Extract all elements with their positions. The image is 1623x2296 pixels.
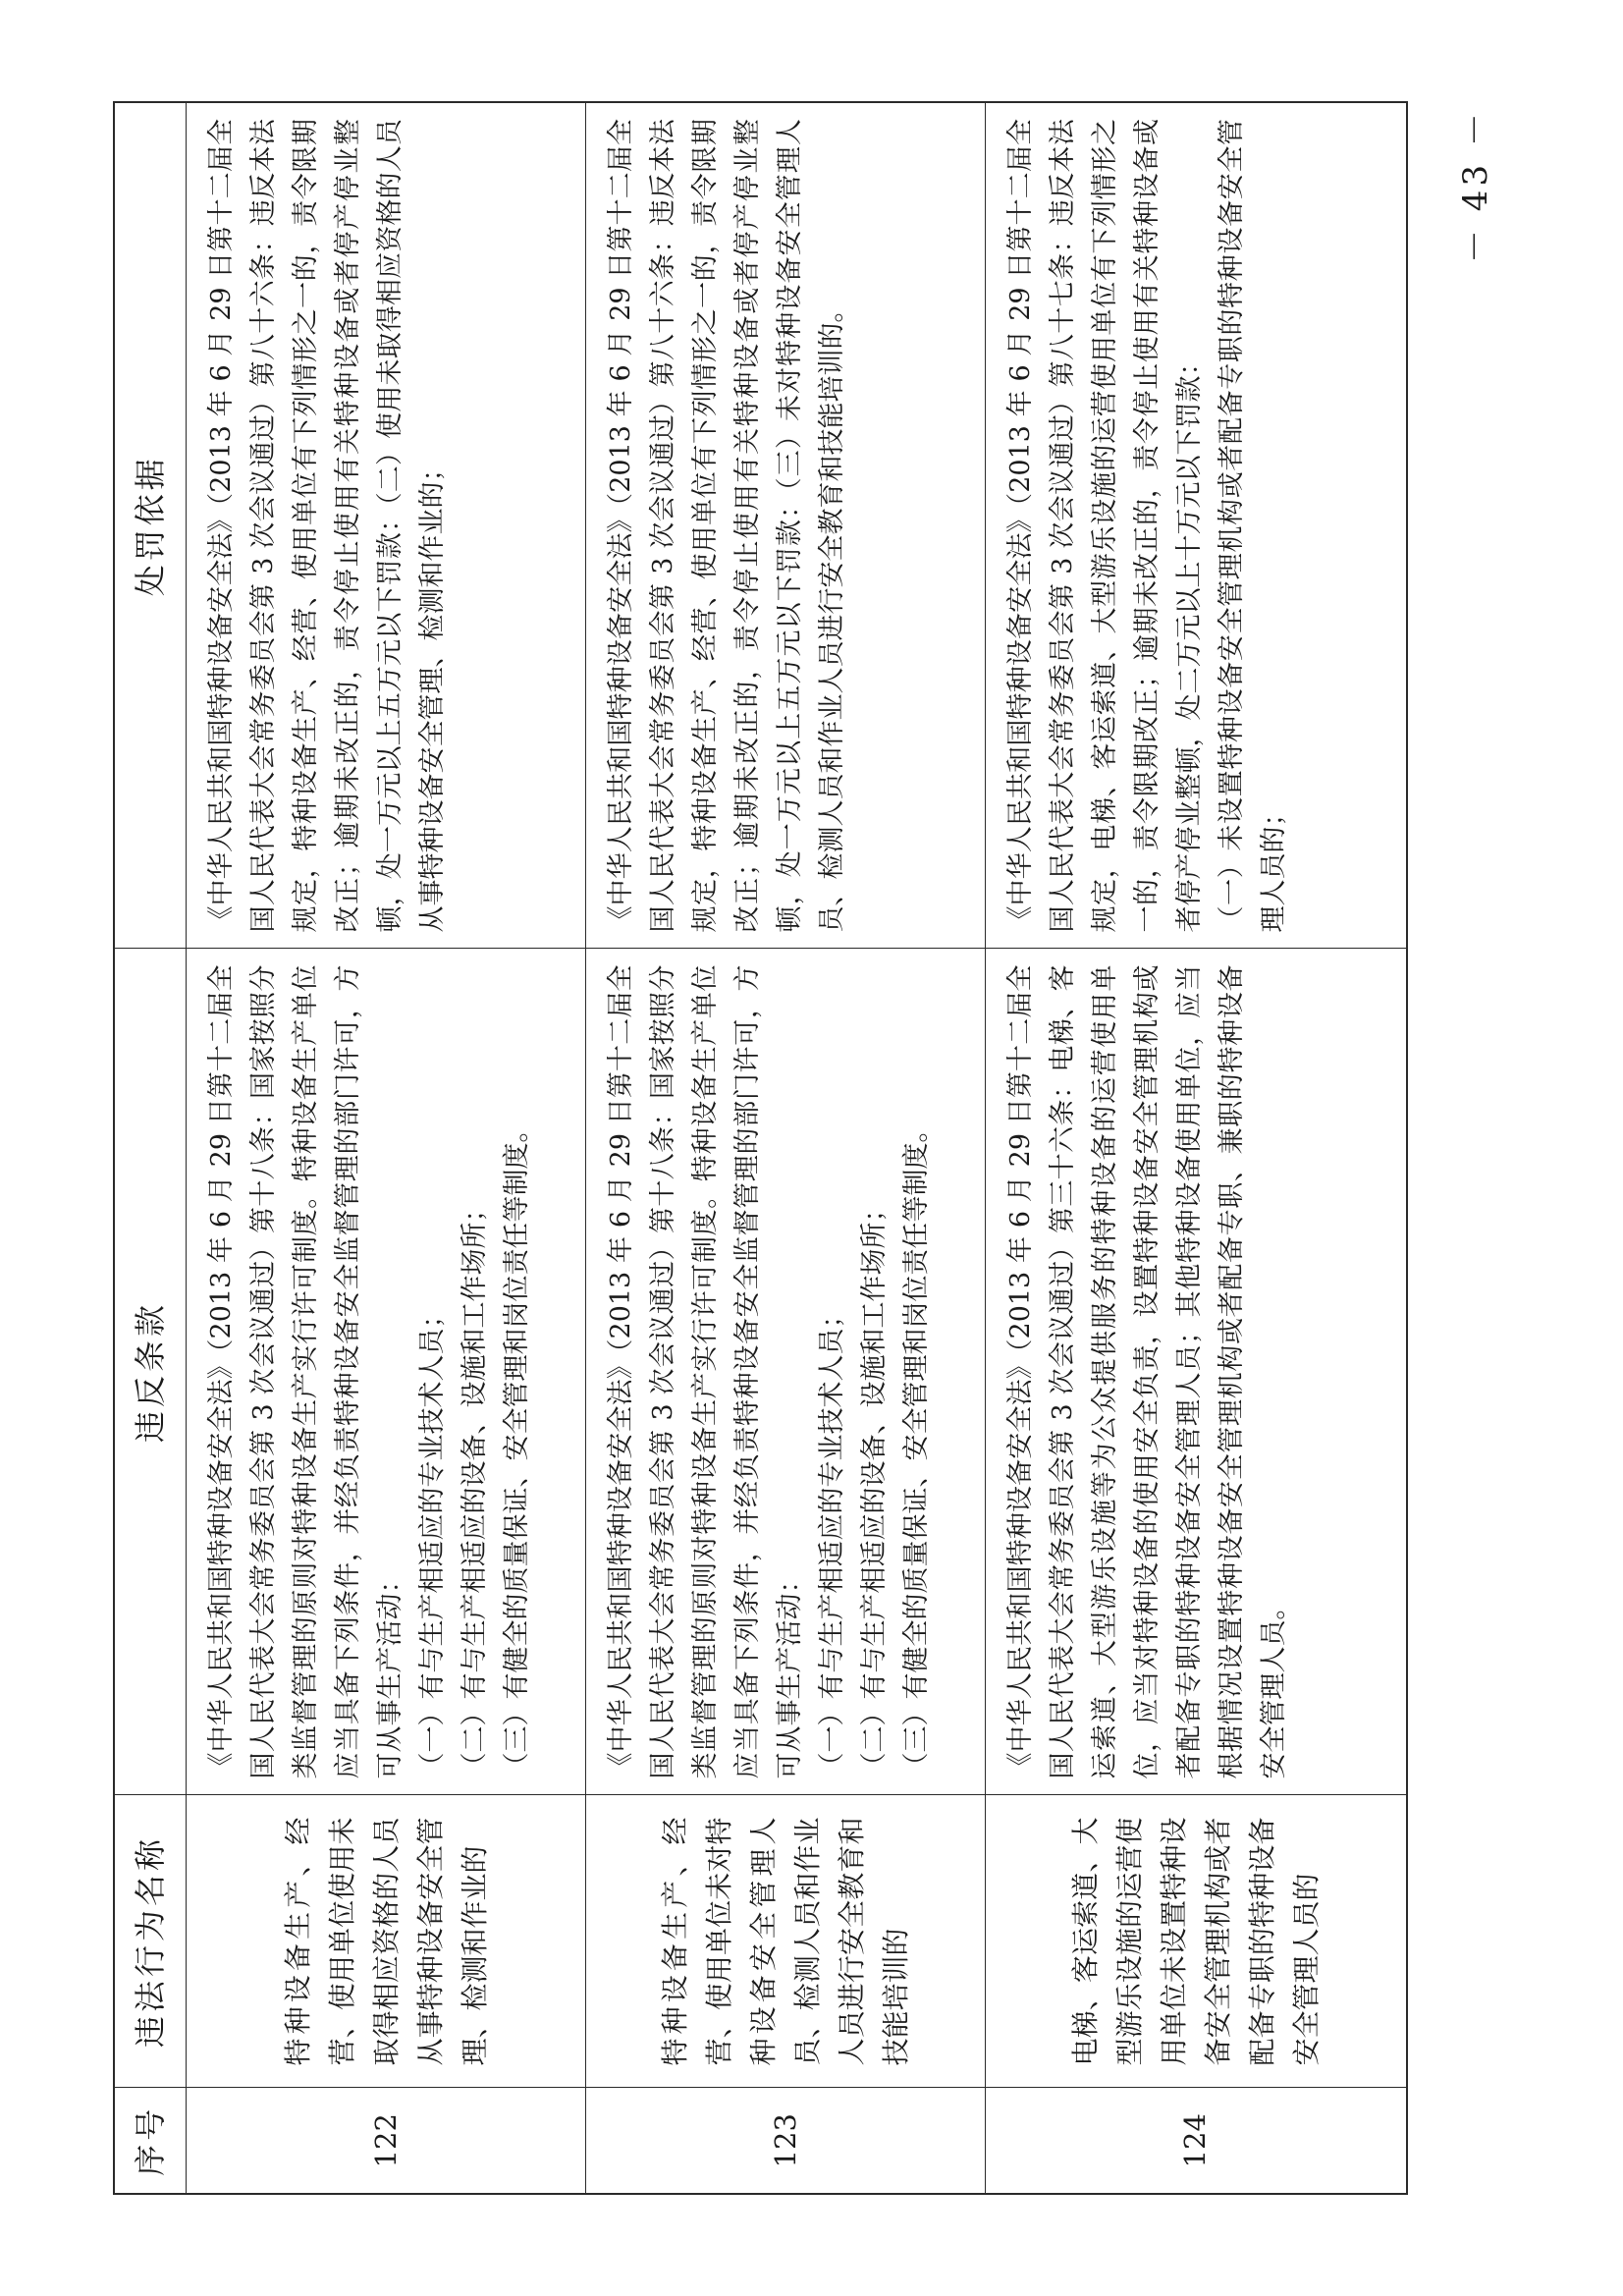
clause-lead: 《中华人民共和国特种设备安全法》（2013 年 6 月 29 日第十二届全国人民代表大会常务委员会第 3 次会议通过）第三十六条：电梯、客运索道、大型游乐设施等为公众提供服务的特种设备的运营使用单位，应当对特种设备的使用安全负责，设置特种设备安全管理机构或者配备专职的特种设备安全管理人员；其他特种设备使用单位，应当根据情况设置特种设备安全管理机构或者配备专职、兼职的特种设备安全管理人员。 bbox=[1005, 964, 1289, 1779]
clause-item: （三）有健全的质量保证、安全管理和岗位责任等制度。 bbox=[901, 1116, 932, 1779]
row-clause bbox=[187, 949, 586, 1795]
basis-item: （一）未设置特种设备安全管理机构或者配备专职的特种设备安全管理人员的； bbox=[1217, 119, 1289, 933]
row-violation-name: 特种设备生产、经营、使用单位未对特种设备安全管理人员、检测人员和作业人员进行安全教育和技能培训的 bbox=[586, 1795, 986, 2088]
basis-lead: 《中华人民共和国特种设备安全法》（2013 年 6 月 29 日第十二届全国人民代表大会常务委员会第 3 次会议通过）第八十六条：违反本法规定，特种设备生产、经营、使用单位有下列情形之一的，责令限期改正；逾期未改正的，责令停止使用有关特种设备或者停产停业整顿，处一万元以上五万元以下罚款：（三）未对特种设备安全管理人员、检测人员和作业人员进行安全教育和技能培训的。 bbox=[606, 119, 847, 933]
header-name: 违法行为名称 bbox=[114, 1795, 187, 2088]
clause-lead: 《中华人民共和国特种设备安全法》（2013 年 6 月 29 日第十二届全国人民代表大会常务委员会第 3 次会议通过）第十八条：国家按照分类监督管理的原则对特种设备生产实行许可制度。特种设备生产单位应当具备下列条件，并经负责特种设备安全监督管理的部门许可，方可从事生产活动： bbox=[206, 964, 406, 1779]
clause-item: （二）有与生产相适应的设备、设施和工作场所； bbox=[460, 1195, 490, 1779]
clause-lead: 《中华人民共和国特种设备安全法》（2013 年 6 月 29 日第十二届全国人民代表大会常务委员会第 3 次会议通过）第十八条：国家按照分类监督管理的原则对特种设备生产实行许可制度。特种设备生产单位应当具备下列条件，并经负责特种设备安全监督管理的部门许可，方可从事生产活动： bbox=[606, 964, 805, 1779]
row-clause bbox=[586, 949, 986, 1795]
clause-item: （一）有与生产相适应的专业技术人员； bbox=[817, 1301, 847, 1779]
row-basis bbox=[986, 102, 1407, 949]
row-basis bbox=[586, 102, 986, 949]
table-row bbox=[586, 102, 986, 2194]
row-clause bbox=[986, 949, 1407, 1795]
row-basis bbox=[187, 102, 586, 949]
basis-lead: 《中华人民共和国特种设备安全法》（2013 年 6 月 29 日第十二届全国人民代表大会常务委员会第 3 次会议通过）第八十六条：违反本法规定，特种设备生产、经营、使用单位有下列情形之一的，责令限期改正；逾期未改正的，责令停止使用有关特种设备或者停产停业整顿，处一万元以上五万元以下罚款：（二）使用未取得相应资格的人员从事特种设备安全管理、检测和作业的； bbox=[206, 119, 448, 933]
row-seq: 124 bbox=[986, 2088, 1407, 2194]
table-row bbox=[986, 102, 1407, 2194]
violation-table bbox=[113, 101, 1408, 2195]
page-number: － 43 － bbox=[1456, 109, 1495, 264]
clause-item: （三）有健全的质量保证、安全管理和岗位责任等制度。 bbox=[502, 1116, 532, 1779]
basis-lead: 《中华人民共和国特种设备安全法》（2013 年 6 月 29 日第十二届全国人民代表大会常务委员会第 3 次会议通过）第八十七条：违反本法规定，电梯、客运索道、大型游乐设施的运营使用单位有下列情形之一的，责令限期改正；逾期未改正的，责令停止使用有关特种设备或者停产停业整顿，处二万元以上十万元以下罚款： bbox=[1005, 119, 1205, 933]
header-basis: 处罚依据 bbox=[114, 102, 187, 949]
table-row bbox=[187, 102, 586, 2194]
rotated-table-container bbox=[113, 103, 1404, 2195]
row-violation-name: 特种设备生产、经营、使用单位使用未取得相应资格的人员从事特种设备安全管理、检测和作业的 bbox=[187, 1795, 586, 2088]
row-violation-name: 电梯、客运索道、大型游乐设施的运营使用单位未设置特种设备安全管理机构或者配备专职的特种设备安全管理人员的 bbox=[986, 1795, 1407, 2088]
clause-item: （一）有与生产相适应的专业技术人员； bbox=[417, 1301, 448, 1779]
header-clause: 违反条款 bbox=[114, 949, 187, 1795]
table-header-row bbox=[114, 102, 187, 2194]
row-seq: 123 bbox=[586, 2088, 986, 2194]
header-seq: 序号 bbox=[114, 2088, 187, 2194]
row-seq: 122 bbox=[187, 2088, 586, 2194]
clause-item: （二）有与生产相适应的设备、设施和工作场所； bbox=[859, 1195, 890, 1779]
